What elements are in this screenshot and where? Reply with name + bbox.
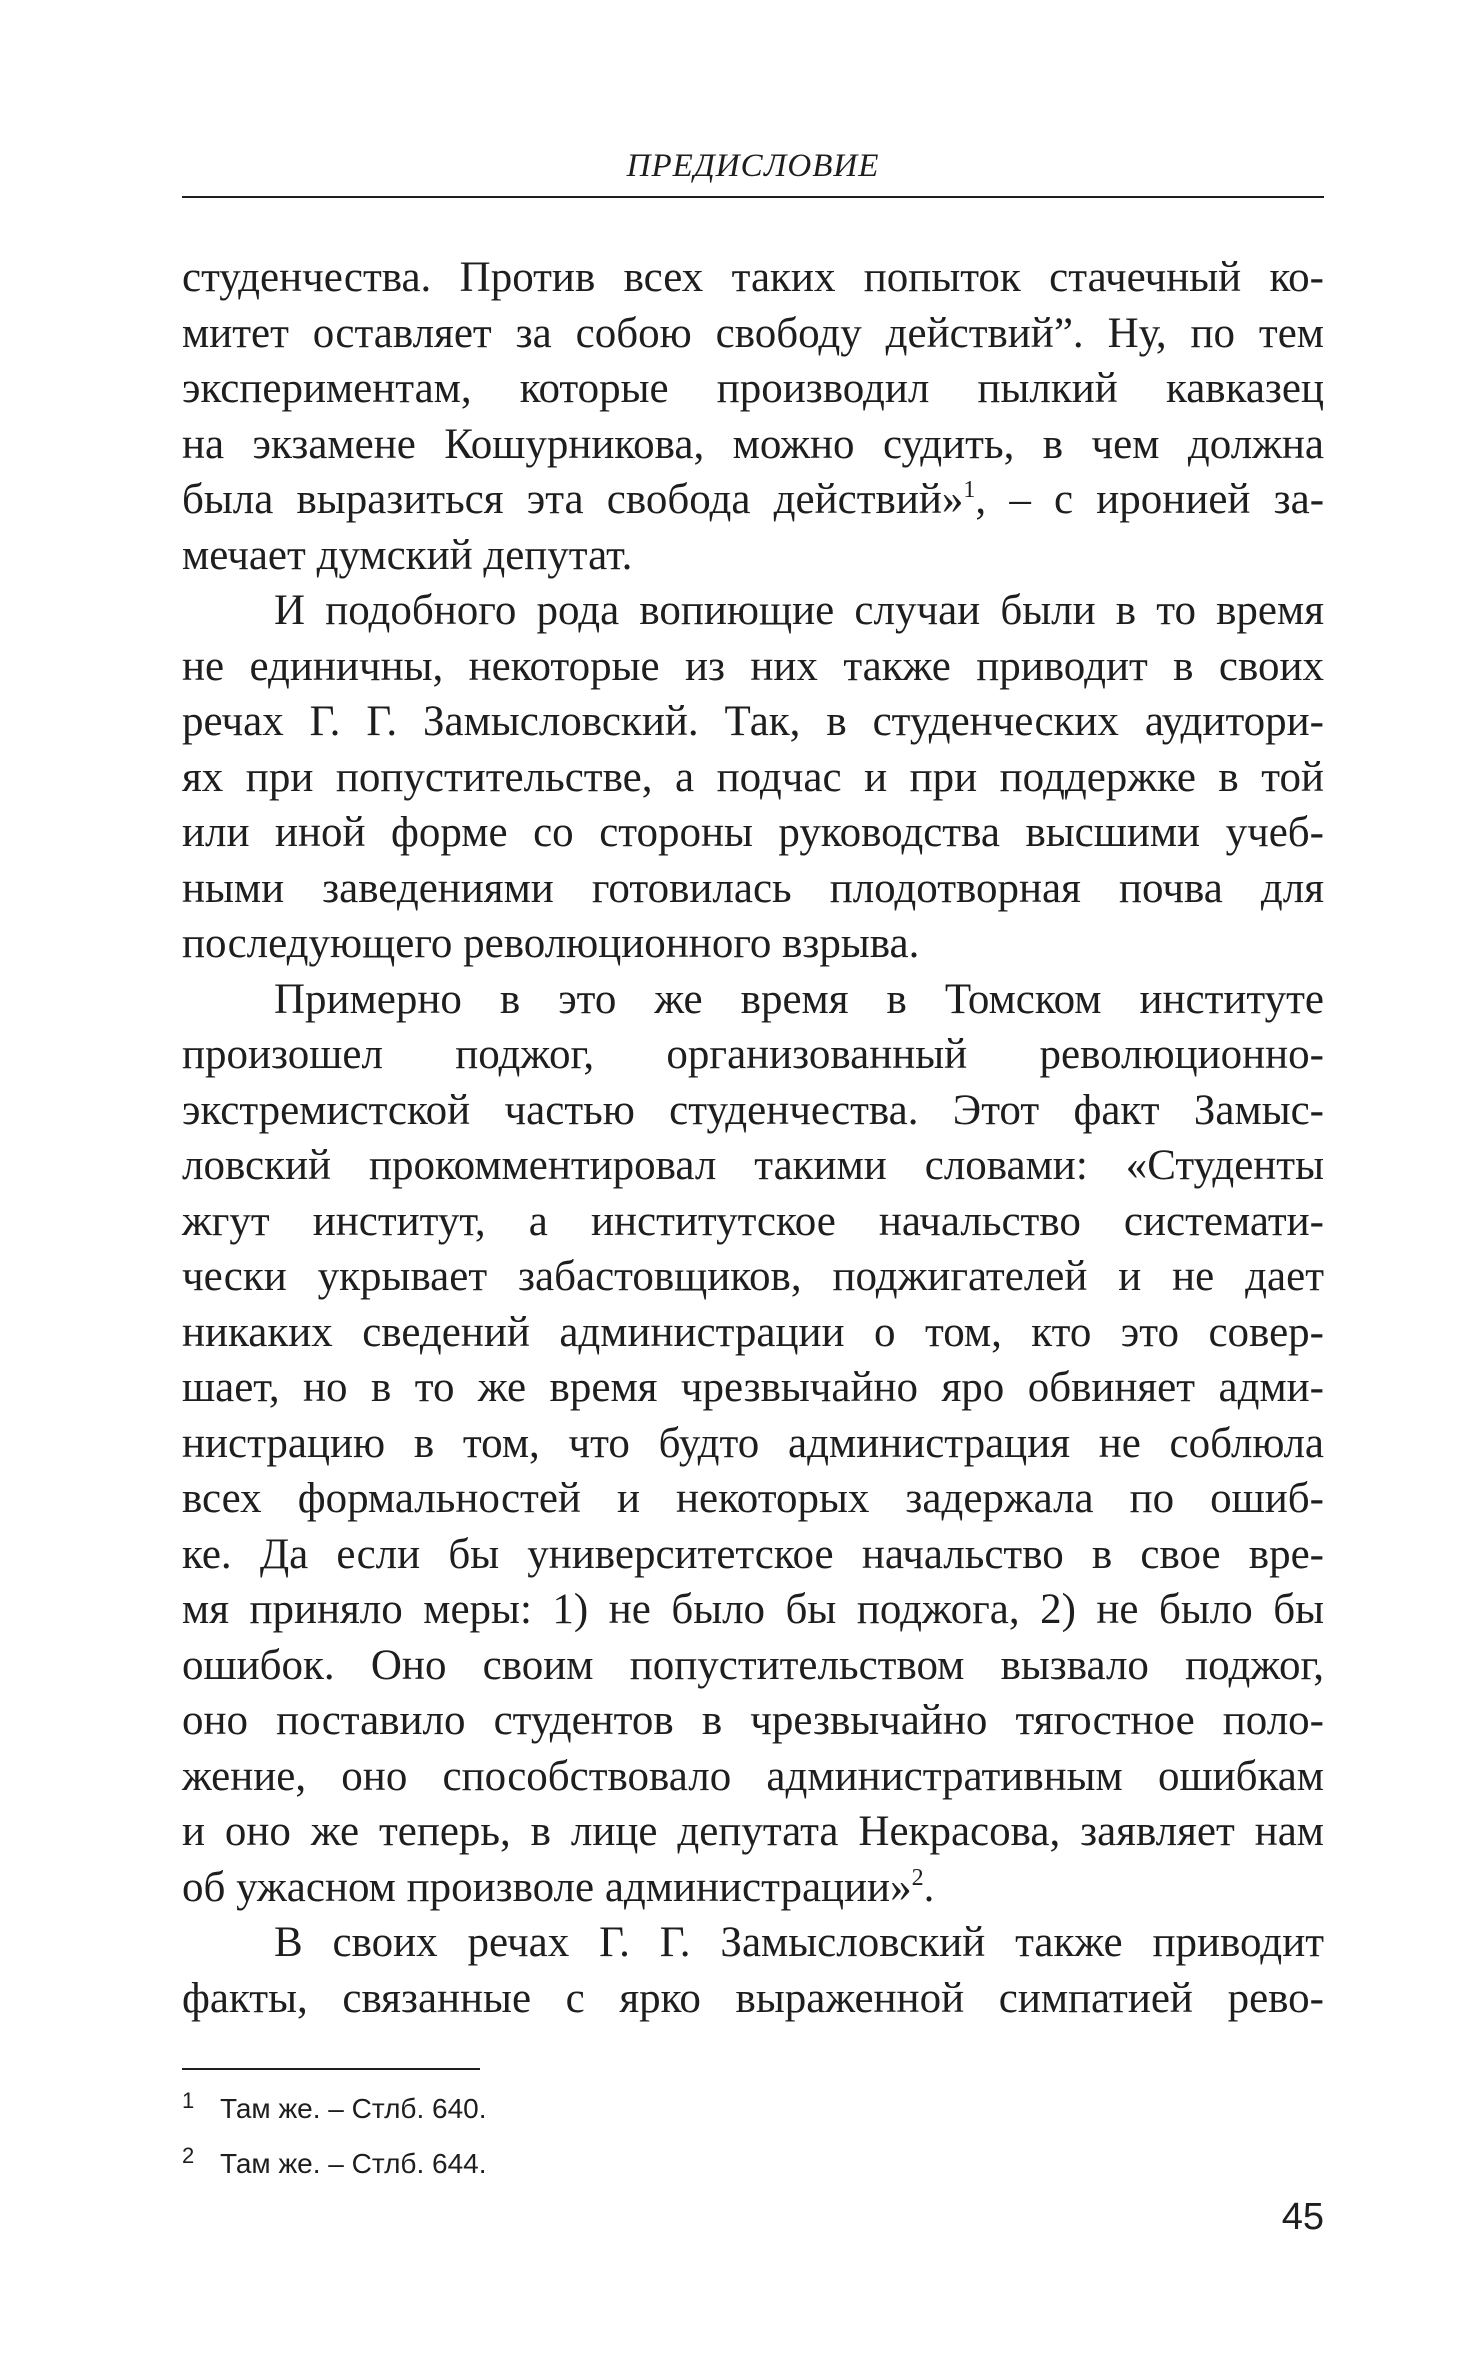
- text-line: нистрацию в том, что будто администрация не соблюла: [182, 1419, 1324, 1467]
- text-line: последующего революционного взрыва.: [182, 920, 920, 967]
- header-rule: [182, 196, 1324, 198]
- text-line: шает, но в то же время чрезвычайно яро обвиняет адми-: [182, 1364, 1324, 1411]
- text-line: всех формальностей и некоторых задержала по ошиб-: [182, 1475, 1324, 1522]
- footnote-text: Там же. – Стлб. 640.: [220, 2093, 487, 2124]
- footnote-number: 2: [182, 2143, 195, 2168]
- text-line: [182, 1860, 1324, 1916]
- text-line: жгут институт, а институтское начальство системати-: [182, 1197, 1324, 1245]
- text-line: оно поставило студентов в чрезвычайно тягостное поло-: [182, 1697, 1324, 1744]
- text-line: ловский прокомментировал такими словами: «Студенты: [182, 1142, 1324, 1189]
- text-fragment: была выразиться эта свобода действий»: [182, 476, 964, 523]
- footnote-text: Там же. – Стлб. 644.: [220, 2148, 487, 2179]
- footnote: [182, 2082, 1324, 2137]
- footnote-ref-1: 1: [963, 477, 976, 503]
- body-text: [182, 250, 1324, 2026]
- paragraph-2: [182, 583, 1324, 972]
- paragraph-4: [182, 1915, 1324, 2026]
- footnote-ref-2: 2: [911, 1864, 924, 1891]
- text-line: никаких сведений администрации о том, кто это совер-: [182, 1308, 1324, 1356]
- text-line: на экзамене Кошурникова, можно судить, в чем должна: [182, 420, 1324, 468]
- text-line: произошел поджог, организованный революционно-: [182, 1031, 1324, 1078]
- text-line: экстремистской частью студенчества. Этот факт Замыс-: [182, 1086, 1324, 1134]
- text-line: или иной форме со стороны руководства высшими учеб-: [182, 809, 1324, 856]
- footnote-rule: [182, 2068, 480, 2070]
- book-page: [182, 0, 1324, 2362]
- page-number: 45: [1281, 2196, 1324, 2238]
- text-line: речах Г. Г. Замысловский. Так, в студенческих аудитори-: [182, 698, 1324, 745]
- text-fragment: .: [923, 1863, 935, 1911]
- text-fragment: об ужасном произволе администрации»: [182, 1863, 912, 1911]
- text-fragment: , – с иронией за-: [975, 476, 1325, 523]
- text-line: ях при попустительстве, а подчас и при поддержке в той: [182, 753, 1324, 801]
- text-line: Примерно в это же время в Томском институте: [274, 975, 1324, 1023]
- text-line: факты, связанные с ярко выраженной симпатией рево-: [182, 1974, 1324, 2022]
- text-line: жение, оно способствовало административным ошибкам: [182, 1752, 1324, 1800]
- text-line: мечает думский депутат.: [182, 531, 633, 579]
- text-line: [182, 472, 1324, 528]
- text-line: ошибок. Оно своим попустительством вызвало поджог,: [182, 1641, 1324, 1689]
- text-line: экспериментам, которые производил пылкий кавказец: [182, 365, 1324, 412]
- text-line: ными заведениями готовилась плодотворная почва для: [182, 864, 1324, 912]
- text-line: мя приняло меры: 1) не было бы поджога, 2) не было бы: [182, 1586, 1324, 1633]
- text-line: студенчества. Против всех таких попыток стачечный ко-: [182, 254, 1324, 301]
- text-line: В своих речах Г. Г. Замысловский также приводит: [274, 1919, 1324, 1966]
- footnotes: [182, 2082, 1324, 2192]
- text-line: И подобного рода вопиющие случаи были в то время: [274, 587, 1324, 634]
- text-line: ке. Да если бы университетское начальство в свое вре-: [182, 1530, 1324, 1578]
- footnote-number: 1: [182, 2088, 195, 2113]
- text-line: и оно же теперь, в лице депутата Некрасова, заявляет нам: [182, 1808, 1324, 1855]
- running-head: ПРЕДИСЛОВИЕ: [626, 148, 880, 184]
- text-line: митет оставляет за собою свободу действий”. Ну, по тем: [182, 309, 1324, 357]
- text-line: чески укрывает забастовщиков, поджигателей и не дает: [182, 1253, 1324, 1300]
- paragraph-3: [182, 972, 1324, 1916]
- text-line: не единичны, некоторые из них также приводит в своих: [182, 642, 1324, 690]
- paragraph-1: [182, 250, 1324, 583]
- footnote: [182, 2137, 1324, 2192]
